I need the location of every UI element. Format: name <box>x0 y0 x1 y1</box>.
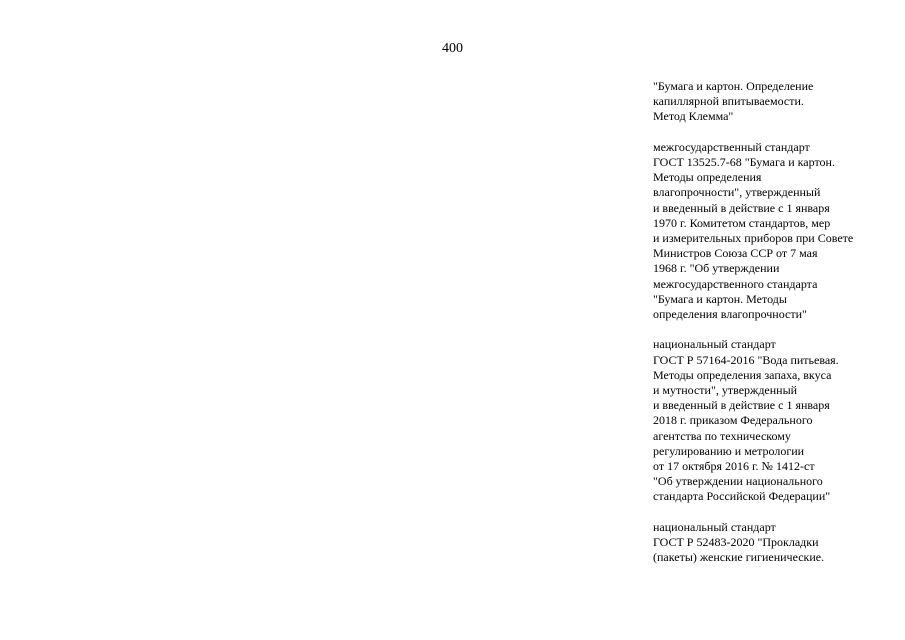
text-line: (пакеты) женские гигиенические. <box>653 550 825 565</box>
text-line: национальный стандарт <box>653 519 776 534</box>
text-line: регулированию и метрологии <box>653 443 805 458</box>
text-line: и измерительных приборов при Совете <box>653 231 854 246</box>
text-line: 1968 г. "Об утверждении <box>653 261 780 276</box>
text-line: Метод Клемма" <box>653 109 734 124</box>
text-line: влагопрочности", утвержденный <box>653 185 821 200</box>
text-line: ГОСТ Р 52483-2020 "Прокладки <box>653 535 819 550</box>
text-line: от 17 октября 2016 г. № 1412-ст <box>653 459 815 474</box>
text-block-gost-13525 <box>653 140 898 322</box>
text-block-gost-57164 <box>653 337 898 504</box>
text-line: "Бумага и картон. Методы <box>653 291 787 306</box>
text-line: 1970 г. Комитетом стандартов, мер <box>653 215 831 230</box>
text-line: ГОСТ Р 57164-2016 "Вода питьевая. <box>653 352 839 367</box>
text-line: 2018 г. приказом Федерального <box>653 413 813 428</box>
text-line: определения влагопрочности" <box>653 307 807 322</box>
text-line: "Об утверждении национального <box>653 474 823 489</box>
text-line: ГОСТ 13525.7-68 "Бумага и картон. <box>653 155 835 169</box>
text-column <box>653 79 898 581</box>
text-line: "Бумага и картон. Определение <box>653 79 814 93</box>
text-line: Методы определения запаха, вкуса <box>653 367 832 382</box>
text-line: межгосударственного стандарта <box>653 276 818 291</box>
text-line: межгосударственный стандарт <box>653 139 810 154</box>
text-block-gost-52483 <box>653 520 898 566</box>
text-line: Методы определения <box>653 170 762 185</box>
text-line: и мутности", утвержденный <box>653 383 798 398</box>
text-line: и введенный в действие с 1 января <box>653 200 830 215</box>
text-line: капиллярной впитываемости. <box>653 94 804 109</box>
text-line: национальный стандарт <box>653 337 776 352</box>
text-block-title <box>653 79 898 125</box>
text-line: Министров Союза ССР от 7 мая <box>653 246 818 261</box>
page-number: 400 <box>442 41 463 56</box>
text-line: стандарта Российской Федерации" <box>653 489 831 504</box>
text-line: агентства по техническому <box>653 428 791 443</box>
text-line: и введенный в действие с 1 января <box>653 398 830 413</box>
